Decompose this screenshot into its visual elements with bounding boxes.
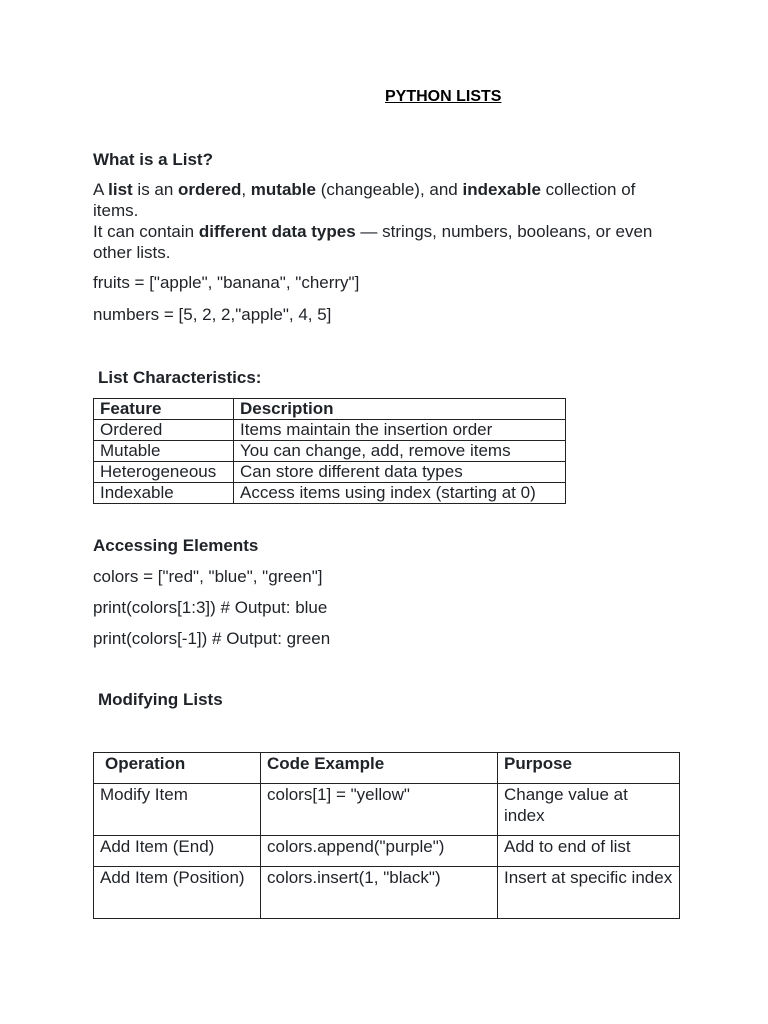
modifying-table xyxy=(93,752,680,919)
code-line-fruits: fruits = ["apple", "banana", "cherry"] xyxy=(93,273,360,292)
code-line-colors: colors = ["red", "blue", "green"] xyxy=(93,567,323,586)
code-line-slice: print(colors[1:3]) # Output: blue xyxy=(93,598,328,617)
paragraph-data-types: It can contain different data types — strings, numbers, booleans, or even other lists. xyxy=(93,222,653,262)
table-cell: Items maintain the insertion order xyxy=(234,420,566,441)
table-cell: Access items using index (starting at 0) xyxy=(234,483,566,504)
table-row xyxy=(94,867,680,919)
table-row xyxy=(94,441,566,462)
table-row xyxy=(94,836,680,867)
table-row xyxy=(94,483,566,504)
table-header-cell: Purpose xyxy=(498,753,680,784)
table-cell: Change value at index xyxy=(498,784,680,836)
table-cell: Add Item (Position) xyxy=(94,867,261,919)
code-line-negative-index: print(colors[-1]) # Output: green xyxy=(93,629,331,648)
table-cell: Ordered xyxy=(94,420,234,441)
section-heading-accessing: Accessing Elements xyxy=(93,536,259,555)
table-header-cell: Feature xyxy=(94,399,234,420)
section-heading-modifying: Modifying Lists xyxy=(98,690,223,709)
table-header-row xyxy=(94,399,566,420)
table-header-cell: Description xyxy=(234,399,566,420)
characteristics-table xyxy=(93,398,566,504)
code-line-numbers: numbers = [5, 2, 2,"apple", 4, 5] xyxy=(93,305,332,324)
table-cell: Heterogeneous xyxy=(94,462,234,483)
table-row xyxy=(94,462,566,483)
table-header-row xyxy=(94,753,680,784)
table-cell: colors.insert(1, "black") xyxy=(261,867,498,919)
table-cell: Insert at specific index xyxy=(498,867,680,919)
table-row xyxy=(94,420,566,441)
table-cell: Can store different data types xyxy=(234,462,566,483)
table-cell: You can change, add, remove items xyxy=(234,441,566,462)
table-header-cell: Code Example xyxy=(261,753,498,784)
table-cell: colors[1] = "yellow" xyxy=(261,784,498,836)
paragraph-definition: A list is an ordered, mutable (changeable), and indexable collection of items. xyxy=(93,180,636,220)
table-cell: Indexable xyxy=(94,483,234,504)
section-heading-what-is-list: What is a List? xyxy=(93,150,213,169)
section-heading-characteristics: List Characteristics: xyxy=(98,368,262,387)
table-cell: Add to end of list xyxy=(498,836,680,867)
table-cell: Mutable xyxy=(94,441,234,462)
table-header-cell: Operation xyxy=(94,753,261,784)
table-row xyxy=(94,784,680,836)
table-cell: Modify Item xyxy=(94,784,261,836)
page-title: PYTHON LISTS xyxy=(385,88,502,105)
table-cell: colors.append("purple") xyxy=(261,836,498,867)
table-cell: Add Item (End) xyxy=(94,836,261,867)
